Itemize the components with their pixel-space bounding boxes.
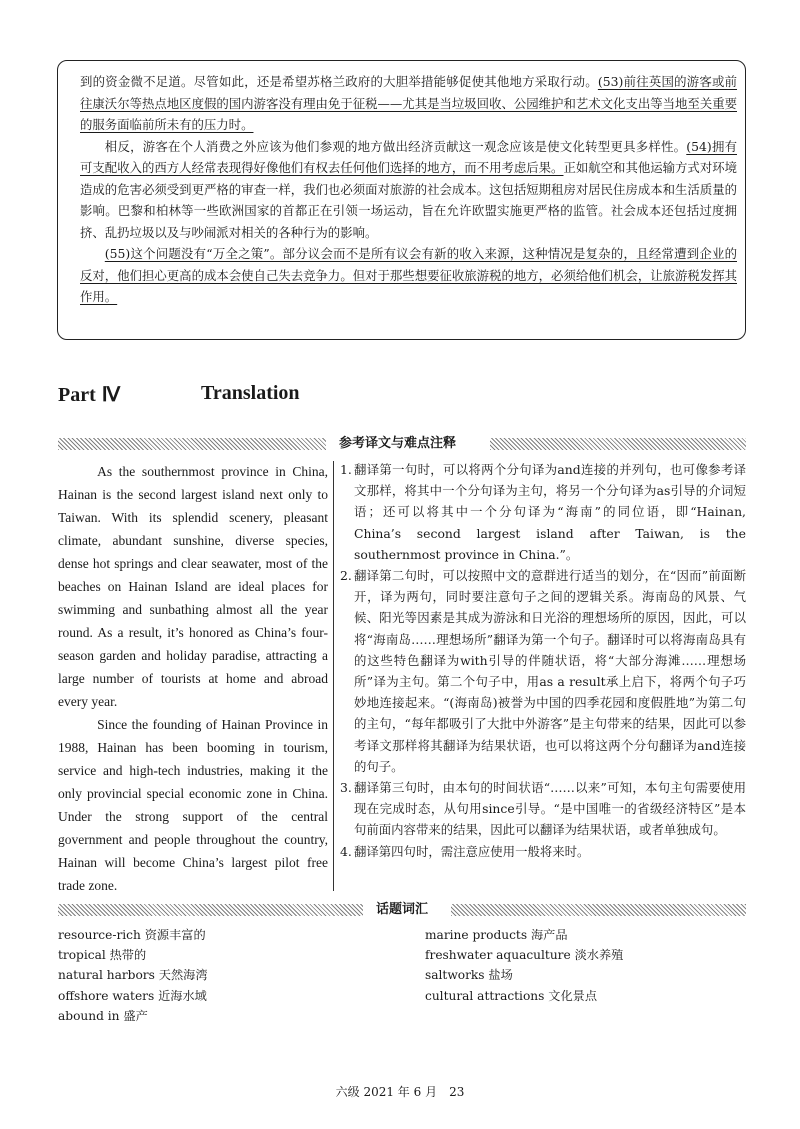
vocab-item: freshwater aquaculture 淡水养殖 [425,948,624,963]
part-title: Translation [201,382,300,404]
note-text: 翻译第一句时，可以将两个分句译为and连接的并列句，也可像参考译文那样，将其中一个分句译为主句，将另一个分句译为as引导的介词短语；还可以将其中一个分句译为“海南”的同位语，即“Hainan, China’s second largest island after Taiwan, is the southernmost province in China.”。 [354,462,746,562]
english-translation [58,460,328,897]
vocab-item: offshore waters 近海水域 [58,988,207,1003]
note-item [340,777,746,841]
note-text: 翻译第四句时，需注意应使用一般将来时。 [354,843,590,859]
note-item [340,565,746,777]
section-header-bar [58,433,746,455]
part-heading [58,382,300,407]
vocab-right-column [425,925,623,1006]
vocab-item: natural harbors 天然海湾 [58,968,208,983]
note-number: 3. [340,780,352,796]
vocab-item: saltworks 盐场 [425,968,513,983]
passage-line-1: 到的资金微不足道。尽管如此，还是希望苏格兰政府的大胆举措能够促使其他地方采取行动。 [80,74,598,89]
note-text: 翻译第三句时，由本句的时间状语“……以来”可知，本句主句需要使用现在完成时态，从句用since引导。“是中国唯一的省级经济特区”是本句前面内容带来的结果，因此可以翻译为结果状语，或者单独成句。 [354,780,746,838]
vocab-item: marine products 海产品 [425,928,568,942]
note-number: 2. [340,568,352,584]
passage-p2-start: 相反，游客在个人消费之外应该为他们参观的地方做出经济贡献这一观念应该是使文化转型更具多样性。 [104,138,687,154]
vocab-item: tropical 热带的 [58,948,147,963]
hatch-right [490,438,746,450]
vocab-header-title: 话题词汇 [376,902,429,917]
vocab-item: resource-rich 资源丰富的 [58,928,206,942]
note-item [340,841,746,862]
vocab-item: abound in 盛产 [58,1008,148,1023]
notes-list [340,459,746,862]
part-label: Part [58,384,96,406]
vocab-header-bar [58,899,746,921]
note-text: 翻译第二句时，可以按照中文的意群进行适当的划分，在“因而”前面断开，译为两句，同时要注意句子之间的逻辑关系。海南岛的风景、气候、阳光等因素是其成为游泳和日光浴的理想场所的原因，因此，可以将“海南岛……理想场所”翻译为第一个句子。翻译时可以将海南岛具有的这些特色翻译为with引导的伴随状语，将“大部分海滩……理想场所”译为主句。第二个句子中，用as a result承上启下，将两个句子巧妙地连接起来。“(海南岛)被誉为中国的四季花园和度假胜地”为第二句的主句，“每年都吸引了大批中外游客”是主句带来的结果，因此可以参考译文那样将其翻译为结果状语，也可以将这两个分句翻译为and连接的句子。 [354,568,746,774]
hatch-left [58,438,326,450]
page-footer: 六级 2021 年 6 月 23 [335,1085,465,1099]
sentence-53: (53)前往英国的游客或前往康沃尔等热点地区度假的国内游客没有理由免于征税——尤其是当垃圾回收、公园维护和艺术文化支出等当地至关重要的服务面临前所未有的压力时。 [80,74,738,132]
english-paragraph-2: Since the founding of Hainan Province in 1988, Hainan has been booming in tourism, service and high-tech industries, making it the only provincial special economic zone in China. Under the strong support of the central government and people throughout the country, Hainan will become China’s largest pilot free trade zone. [58,717,328,893]
note-item [340,459,746,565]
column-divider [333,461,334,891]
part-numeral: Ⅳ [101,384,121,406]
sentence-55: (55)这个问题没有“万全之策”。部分议会而不是所有议会有新的收入来源，这种情况是复杂的，且经常遭到企业的反对，他们担心更高的成本会使自己失去竞争力。但对于那些想要征收旅游税的地方，必须给他们机会，让旅游税发挥其作用。 [80,246,737,304]
hatch-left [58,904,363,916]
hatch-right [451,904,746,916]
passage-paragraph-2 [80,136,737,244]
passage-box [57,60,746,340]
passage-p2-rest: 正如航空和其他运输方式对环境造成的危害必须受到更严格的审查一样，我们也必须面对旅游的社会成本。这包括短期租房对居民住房成本和生活质量的影响。巴黎和柏林等一些欧洲国家的首都正在引领一场运动，旨在允许欧盟实施更严格的监管。社会成本还包括过度拥挤、乱扔垃圾以及与吵闹派对相关的各种行为的影响。 [80,160,738,240]
vocab-left-column [58,925,208,1026]
passage-paragraph-1 [80,71,737,136]
vocab-item: cultural attractions 文化景点 [425,988,598,1003]
sentence-54: (54)拥有可支配收入的西方人经常表现得好像他们有权去任何他们选择的地方，而不用考虑后果。 [80,138,737,175]
passage-paragraph-3 [80,243,737,308]
english-paragraph-1: As the southernmost province in China, Hainan is the second largest island next only to Taiwan. With its splendid scenery, pleasant climate, abundant sunshine, diverse species, dense hot springs and clear seawater, most of the beaches on Hainan Island are ideal places for swimming and sunbathing almost all the year round. As a result, it’s honored as China’s four-season garden and holiday paradise, attracting a large number of tourists at home and abroad every year. [58,464,328,709]
note-number: 1. [340,462,352,477]
section-header-title: 参考译文与难点注释 [339,436,457,451]
note-number: 4. [340,843,352,859]
